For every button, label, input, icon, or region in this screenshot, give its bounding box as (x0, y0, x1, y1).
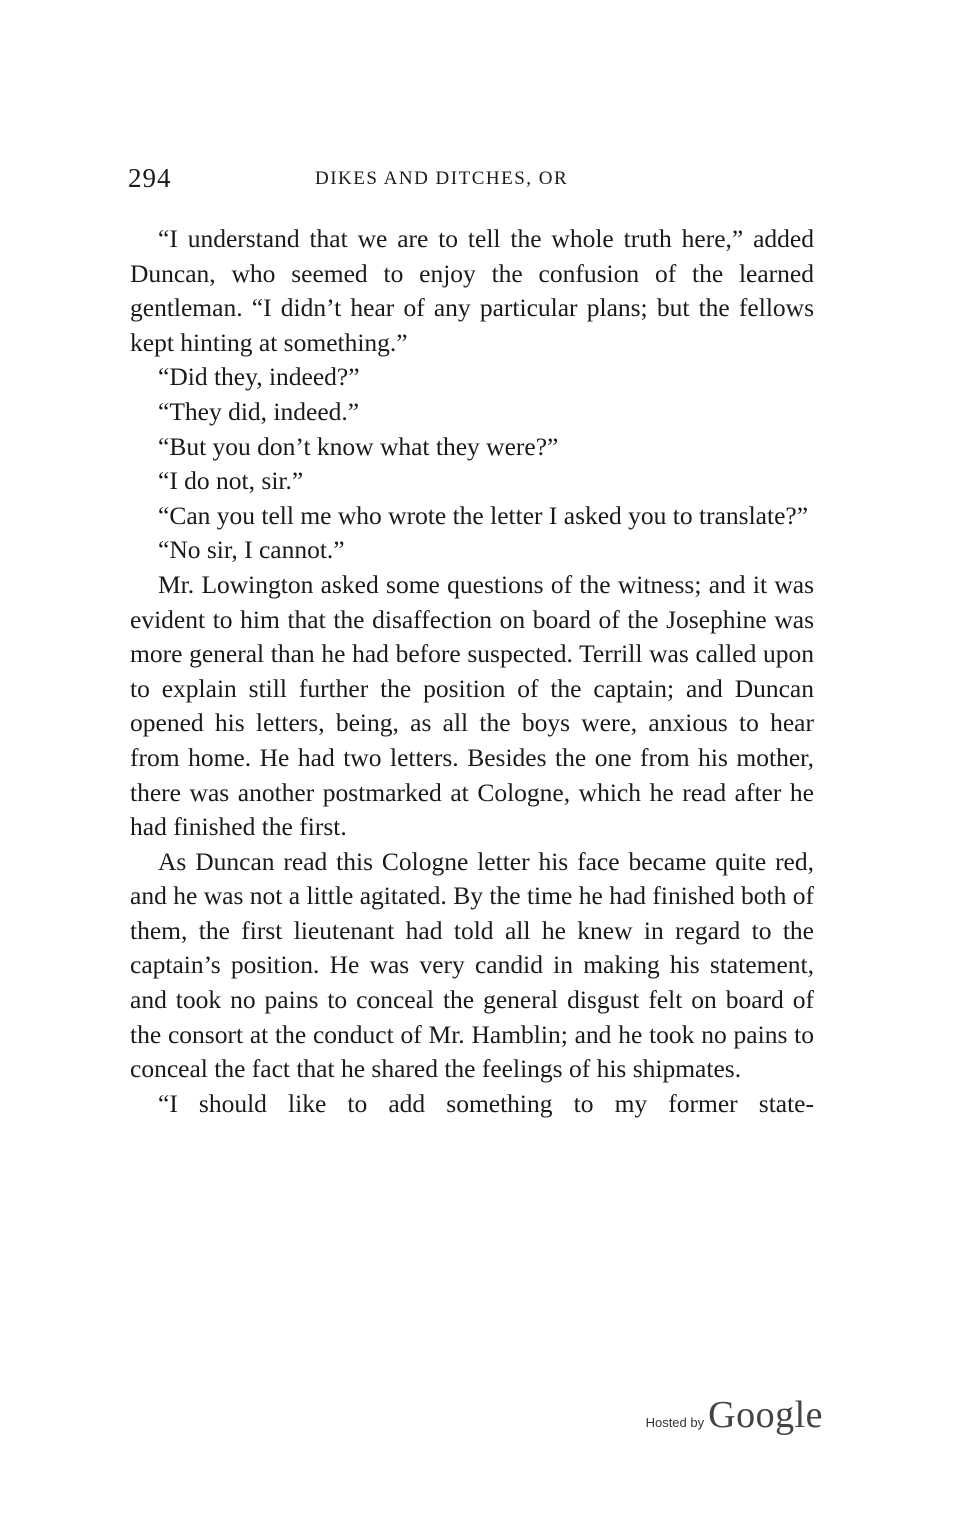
paragraph: “I understand that we are to tell the whole truth here,” added Duncan, who seemed to enjoy the confusion of the learned gentleman. “I didn’t hear of any particular plans; but the fellows kept hinting at something.” (130, 224, 814, 357)
hosted-by-google-watermark (646, 1393, 823, 1437)
paragraph: “I do not, sir.” (158, 466, 304, 496)
paragraph: “Did they, indeed?” (158, 362, 360, 392)
paragraph: “No sir, I cannot.” (158, 535, 345, 565)
paragraph: “They did, indeed.” (158, 396, 360, 426)
paragraph: “Can you tell me who wrote the letter I asked you to translate?” (158, 500, 809, 530)
body-text (130, 222, 814, 1121)
hosted-by-label: Hosted by (645, 1415, 705, 1430)
google-logo: Google (708, 1394, 823, 1436)
paragraph: As Duncan read this Cologne letter his face became quite red, and he was not a little agitated. By the time he had finished both of them, the first lieutenant had told all he knew in regard to the captain’s position. He was very candid in making his statement, and took no pains to conceal the general disgust felt on board of the consort at the conduct of Mr. Hamblin; and he took no pains to conceal the fact that he shared the feelings of his shipmates. (130, 846, 814, 1084)
page-number: 294 (128, 163, 172, 193)
paragraph: “I should like to add something to my former state- (158, 1088, 814, 1118)
page-header (128, 163, 818, 195)
paragraph: Mr. Lowington asked some questions of the witness; and it was evident to him that the disaffection on board of the Josephine was more general than he had before suspected. Terrill was called upon to explain still further the position of the captain; and Duncan opened his letters, being, as all the boys were, anxious to hear from home. He had two letters. Besides the one from his mother, there was another postmarked at Cologne, which he read after he had finished the first. (130, 569, 814, 842)
running-head: DIKES AND DITCHES, OR (315, 168, 569, 189)
paragraph: “But you don’t know what they were?” (158, 431, 559, 461)
